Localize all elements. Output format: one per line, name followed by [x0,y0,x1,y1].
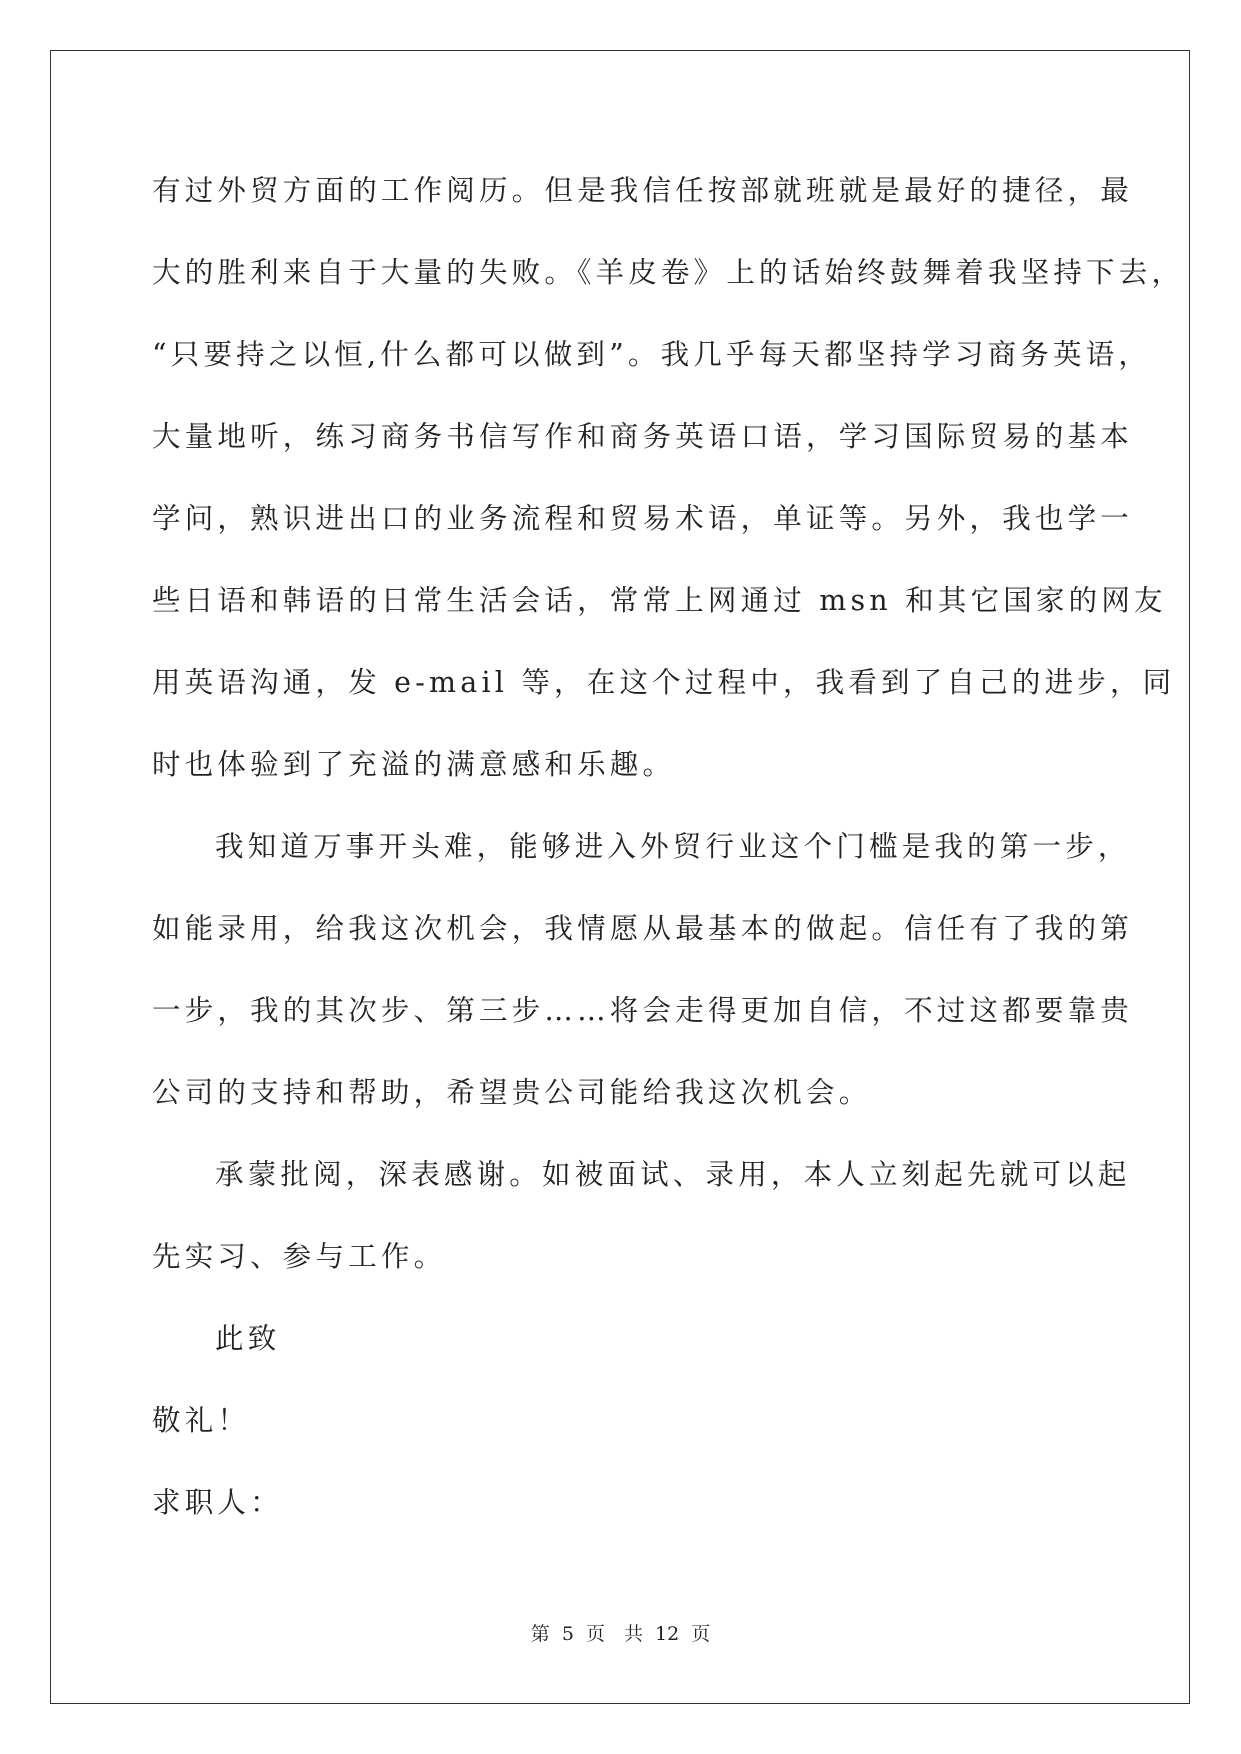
text-line-5: 学问，熟识进出口的业务流程和贸易术语，单证等。另外，我也学一 [152,502,1134,535]
text-line-1: 有过外贸方面的工作阅历。但是我信任按部就班就是最好的捷径，最 [152,174,1134,207]
text-line-7: 用英语沟通，发 e-mail 等，在这个过程中，我看到了自己的进步，同 [152,666,1176,699]
letter-body [152,167,1185,1561]
text-line-10: 如能录用，给我这次机会，我情愿从最基本的做起。信任有了我的第 [152,912,1134,945]
text-line-14: 先实习、参与工作。 [152,1240,447,1273]
text-line-3: “只要持之以恒,什么都可以做到”。我几乎每天都坚持学习商务英语， [152,338,1152,371]
applicant-line: 求职人： [152,1486,283,1519]
text-line-2: 大的胜利来自于大量的失败。《羊皮卷》上的话始终鼓舞着我坚持下去， [152,256,1185,289]
text-line-11: 一步，我的其次步、第三步……将会走得更加自信，不过这都要靠贵 [152,994,1134,1027]
text-line-6: 些日语和韩语的日常生活会话，常常上网通过 msn 和其它国家的网友 [152,584,1167,617]
page-number: 第 5 页 共 12 页 [530,1623,711,1645]
text-line-12: 公司的支持和帮助，希望贵公司能给我这次机会。 [152,1076,872,1109]
text-line-8: 时也体验到了充溢的满意感和乐趣。 [152,748,676,781]
regards-line: 敬礼！ [152,1404,251,1437]
text-line-13: 承蒙批阅，深表感谢。如被面试、录用，本人立刻起先就可以起 [215,1158,1131,1191]
text-line-4: 大量地听，练习商务书信写作和商务英语口语，学习国际贸易的基本 [152,420,1134,453]
text-line-9: 我知道万事开头难，能够进入外贸行业这个门槛是我的第一步， [215,830,1131,863]
salutation-line: 此致 [215,1322,281,1355]
